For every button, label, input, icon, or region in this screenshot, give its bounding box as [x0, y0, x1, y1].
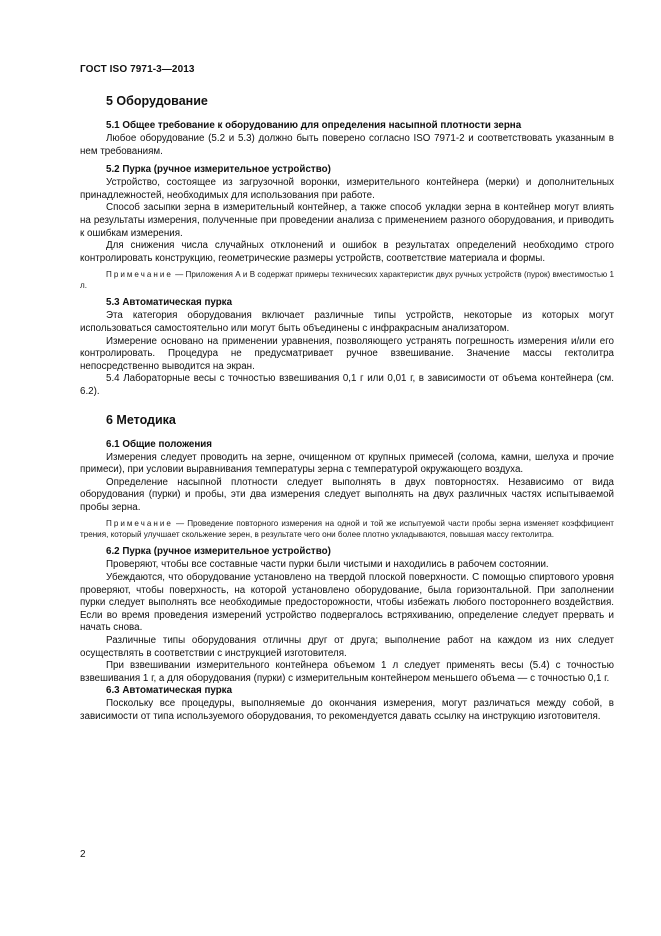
note-text: — Приложения А и В содержат примеры технических характеристик двух ручных устройств (пурок) вместимостью 1 л.	[80, 270, 615, 291]
note-text: — Проведение повторного измерения на одной и той же испытуемой части пробы зерна изменяет коэффициент трения, который улучшает скольжение зерен, в результате чего они более плотно укладываются, повышая массу гектолитра.	[80, 519, 614, 540]
paragraph: Поскольку все процедуры, выполняемые до окончания измерения, могут различаться между собой, в зависимости от типа используемого оборудования, то рекомендуется давать ссылку на инструкцию изготовителя.	[80, 698, 614, 722]
page-number: 2	[80, 849, 86, 860]
note	[80, 518, 614, 540]
paragraph: Эта категория оборудования включает различные типы устройств, некоторые из которых могут использоваться самостоятельно или могут быть объединены с инфракрасным анализатором.	[80, 310, 614, 334]
document-body	[80, 94, 614, 724]
paragraph: Различные типы оборудования отличны друг от друга; выполнение работ на каждом из них следует осуществлять в соответствии с инструкцией изготовителя.	[80, 635, 614, 659]
paragraph: Для снижения числа случайных отклонений и ошибок в результатах определений необходимо строго контролировать конструкцию, геометрические размеры устройств, соответствие материала и формы.	[80, 240, 614, 264]
note	[80, 269, 614, 291]
subsection-6-1-title: 6.1 Общие положения	[106, 438, 213, 450]
subsection-5-3-title: 5.3 Автоматическая пурка	[106, 297, 233, 309]
subsection-6-3-title: 6.3 Автоматическая пурка	[106, 685, 233, 697]
paragraph: Определение насыпной плотности следует выполнять в двух повторностях. Независимо от вида оборудования (пурки) и пробы, эти два измерения следует выполнять на двух различных частях испытываемой пробы зерна.	[80, 476, 614, 513]
section-5-title: 5 Оборудование	[106, 94, 208, 108]
subsection-5-2-title: 5.2 Пурка (ручное измерительное устройство)	[106, 164, 331, 176]
paragraph: Любое оборудование (5.2 и 5.3) должно быть поверено согласно ISO 7971-2 и соответствовать указанным в нем требованиям.	[80, 133, 614, 157]
paragraph: 5.4 Лабораторные весы с точностью взвешивания 0,1 г или 0,01 г, в зависимости от объема контейнера (см. 6.2).	[80, 373, 614, 397]
paragraph: Устройство, состоящее из загрузочной воронки, измерительного контейнера (мерки) и дополнительных принадлежностей, необходимых для использования при работе.	[80, 177, 614, 201]
paragraph: Проверяют, чтобы все составные части пурки были чистыми и находились в рабочем состоянии.	[106, 559, 549, 571]
paragraph: Убеждаются, что оборудование установлено на твердой плоской поверхности. С помощью спиртового уровня проверяют, чтобы поверхность, на которой установлено оборудование, была горизонтальной. При заполнении пурки следует выполнять все необходимые предосторожности, чтобы избежать любого постороннего воздействия. Если во время проведения измерений устройство подвергалось встряхиванию, определение следует прервать и начать снова.	[80, 572, 614, 634]
note-label: Примечание	[106, 519, 173, 529]
paragraph: Способ засыпки зерна в измерительный контейнер, а также способ укладки зерна в контейнер могут влиять на результаты измерения, полученные при проведении анализа с применением разного оборудования, и приводить к ошибкам измерения.	[80, 202, 614, 239]
paragraph: Измерение основано на применении уравнения, позволяющего устранять погрешность измерения и/или его контролировать. Процедура не предусматривает ручное взвешивание. Значение массы гектолитра непосредственно выводится на экран.	[80, 335, 614, 372]
note-label: Примечание	[106, 270, 173, 280]
subsection-5-1-title: 5.1 Общее требование к оборудованию для определения насыпной плотности зерна	[106, 120, 522, 131]
subsection-6-2-title: 6.2 Пурка (ручное измерительное устройство)	[106, 546, 331, 558]
section-6-title: 6 Методика	[106, 412, 176, 427]
paragraph: Измерения следует проводить на зерне, очищенном от крупных примесей (солома, камни, шелуха и прочие примеси), при условии выравнивания температуры зерна с температурой окружающего воздуха.	[80, 451, 614, 476]
paragraph: При взвешивании измерительного контейнера объемом 1 л следует применять весы (5.4) с точностью взвешивания 1 г, а для оборудования (пурки) с измерительным контейнером меньшего объема — с точностью 0,1 г.	[80, 660, 614, 684]
document-header: ГОСТ ISO 7971-3—2013	[80, 64, 195, 75]
